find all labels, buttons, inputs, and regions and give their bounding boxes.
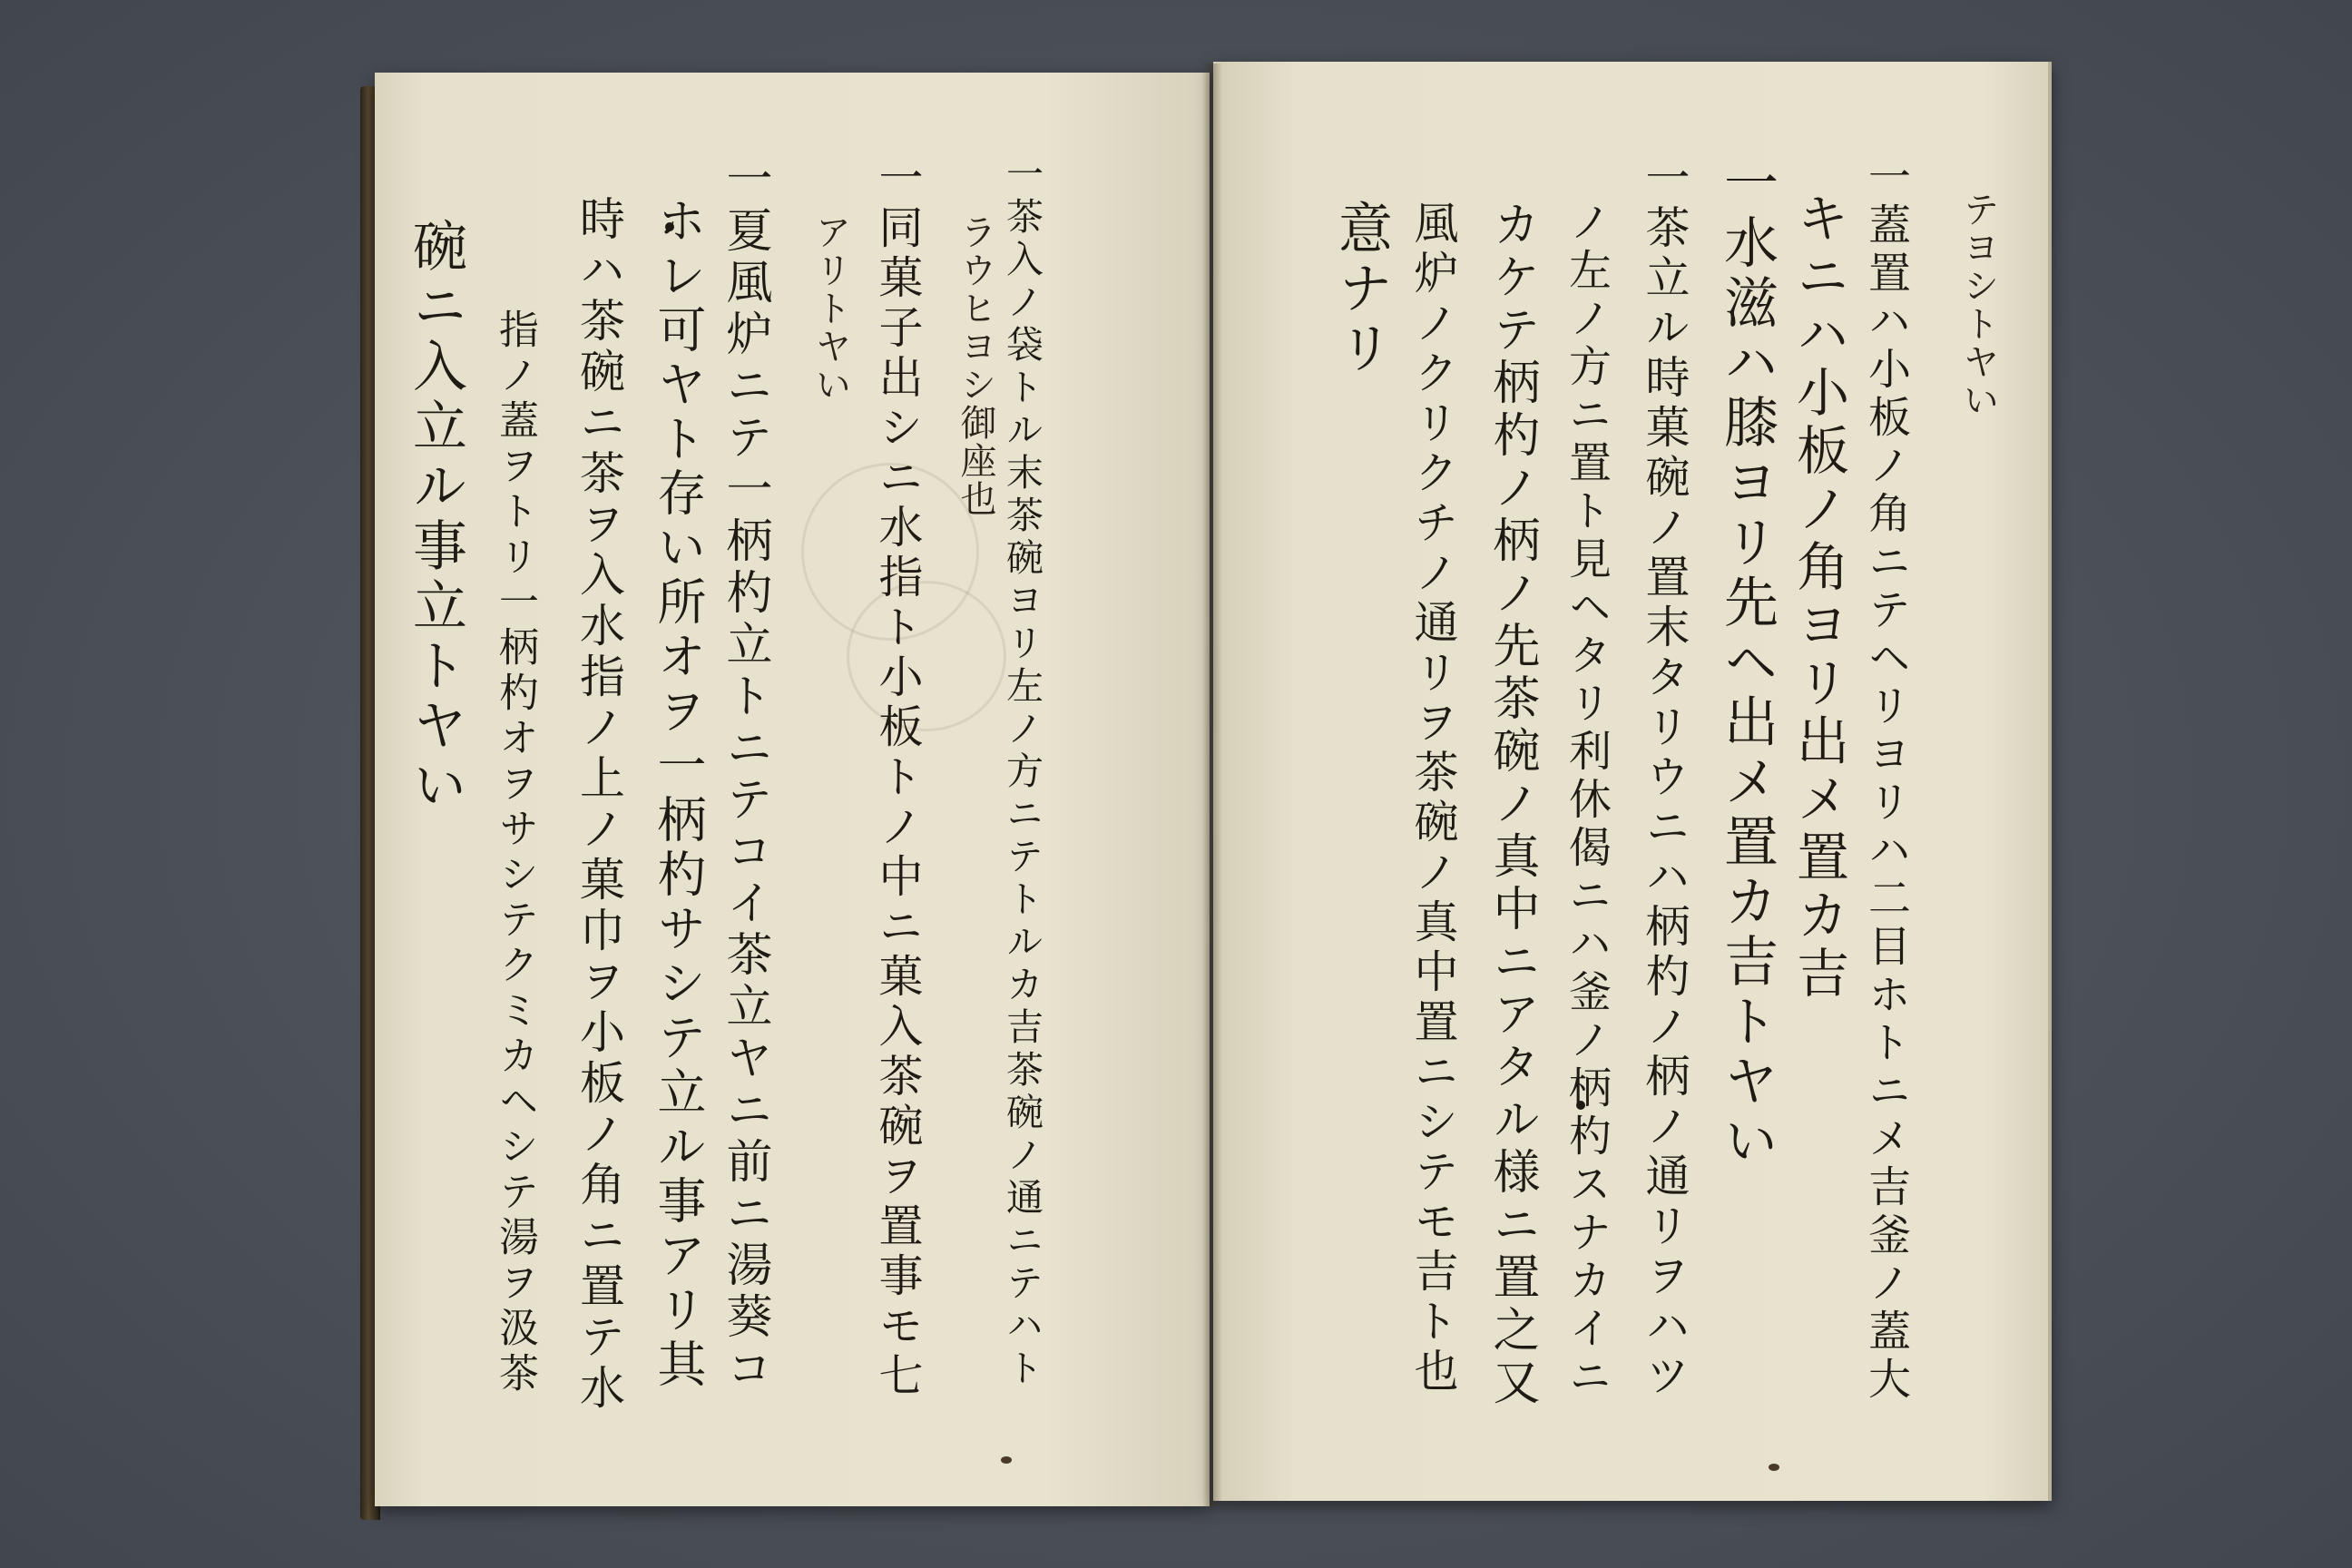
left-column-1: 一茶入ノ袋トル末茶碗ヨリ左ノ方ニテトルカ吉茶碗ノ通ニテハト [1000,154,1044,1391]
right-column-1: テヨシトヤい [1957,191,1999,419]
right-column-3: キニハ小板ノ角ヨリ出メ置カ吉 [1788,191,1849,1004]
ink-speck [1001,1456,1012,1464]
left-column-7: 時ハ茶碗ニ茶ヲ入水指ノ上ノ菓巾ヲ小板ノ角ニ置テ水 [573,195,625,1415]
right-column-8: 風炉ノクリクチノ通リヲ茶碗ノ真中置ニシテモ吉ト也 [1407,200,1459,1397]
page-stain [847,581,1006,731]
right-column-5: 一茶立ル時菓碗ノ置末タリウニハ柄杓ノ柄ノ通リヲハツ [1639,154,1690,1402]
left-column-3: 一同菓子出シニ水指ト小板トノ中ニ菓入茶碗ヲ置事モ七 [872,154,924,1402]
right-column-2: 一蓋置ハ小板ノ角ニテヘリヨリハ二目ホトニメ吉釜ノ蓋大 [1861,154,1911,1405]
left-column-5: 一夏風炉ニテ一柄杓立トニテコイ茶立ヤニ前ニ湯葵コ [718,154,771,1396]
left-column-2: ラウヒヨシ御座也 [955,213,996,518]
left-column-6: ホレ可ヤト存い所オヲ一柄杓サシテ立ル事アリ其 [650,195,707,1393]
left-column-4: アリトヤい [809,213,851,404]
ink-speck [1769,1464,1779,1471]
right-column-4: 一水滋ハ膝ヨリ先ヘ出メ置カ吉トヤい [1715,154,1779,1172]
right-column-6: ノ左ノ方ニ置ト見ヘタリ利休偈ニハ釜ノ柄杓スナカイニ [1562,200,1612,1402]
left-column-9: 碗ニ入立ル事立トヤい [404,218,467,817]
right-column-7: カケテ柄杓ノ柄ノ先茶碗ノ真中ニアタル様ニ置之又 [1485,200,1539,1410]
left-column-8: 指ノ蓋ヲトリ一柄杓オヲサシテクミカヘシテ湯ヲ汲茶 [492,309,538,1397]
right-column-9: 意ナリ [1329,200,1393,379]
book-gutter [1202,64,1222,1506]
